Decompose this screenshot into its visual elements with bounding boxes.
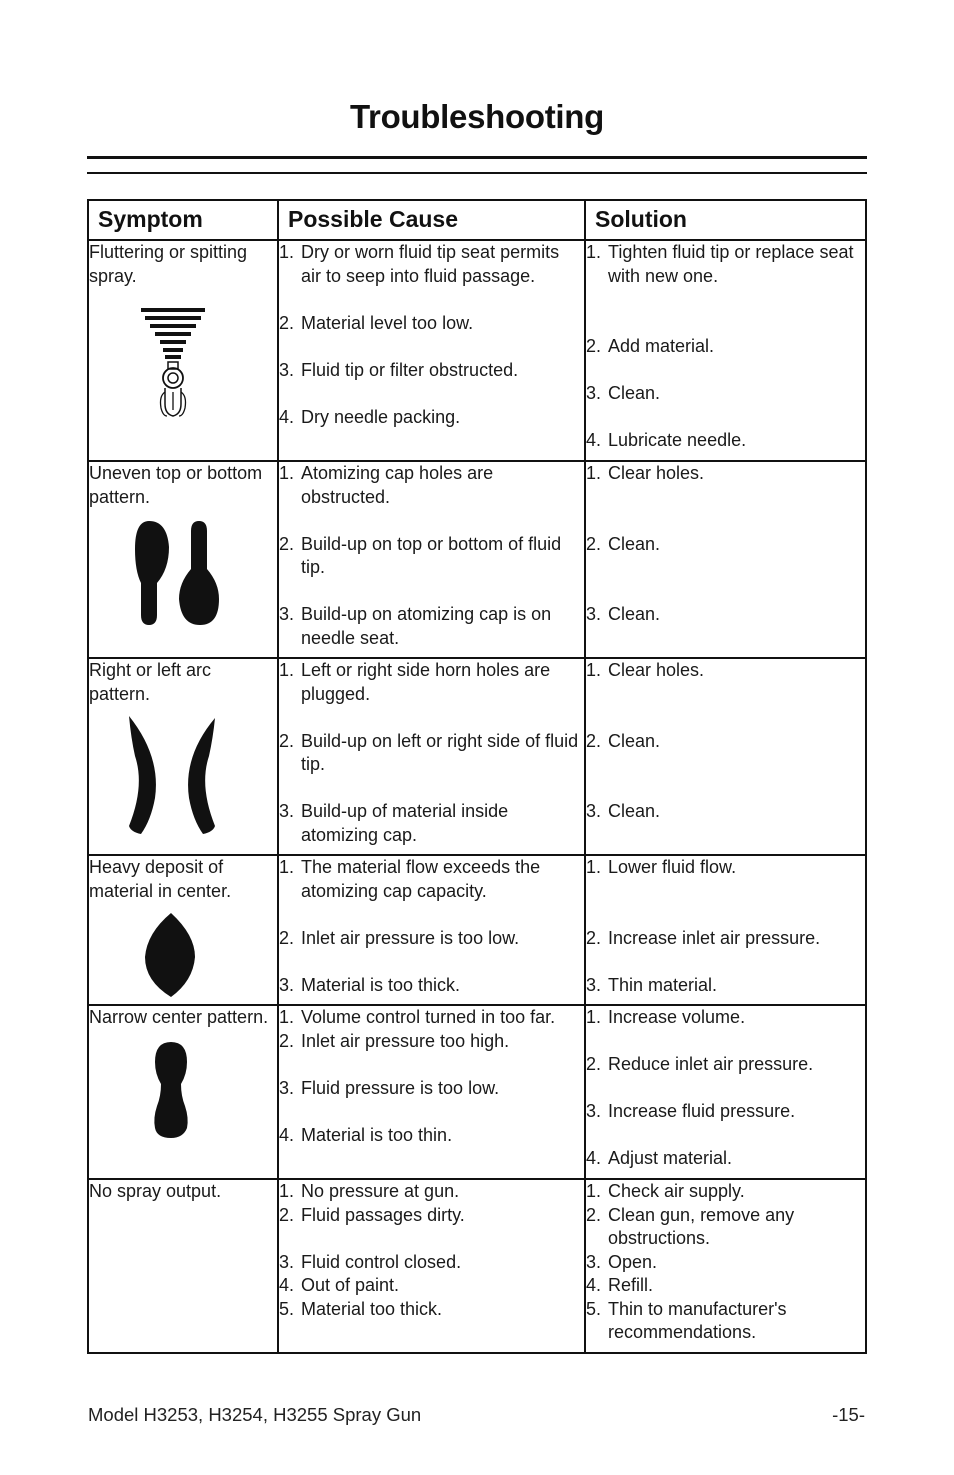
- symptom-text: Uneven top or bottom pattern.: [89, 463, 263, 507]
- cause-cell: [278, 240, 585, 461]
- symptom-text: Right or left arc pattern.: [89, 660, 212, 704]
- cause-item: 3. Build-up of material inside atomizing cap.: [279, 801, 509, 845]
- symptom-cell: [88, 855, 278, 1005]
- page-number: -15-: [832, 1404, 865, 1425]
- cause-item: 2. Inlet air pressure too high.: [279, 1030, 510, 1051]
- solution-item: 1. Clear holes.: [586, 463, 705, 483]
- cause-cell: [278, 461, 585, 658]
- narrow-center-pattern-icon: [89, 1040, 259, 1138]
- solution-item: 1. Tighten fluid tip or replace seat with new one.: [586, 242, 854, 286]
- title-rule-thin: [87, 172, 867, 174]
- solution-item: 2. Clean gun, remove any obstructions.: [586, 1204, 795, 1248]
- symptom-cell: [88, 461, 278, 658]
- cause-cell: [278, 1005, 585, 1179]
- solution-cell: [585, 658, 866, 855]
- solution-item: 3. Clean.: [586, 801, 661, 821]
- cause-item: 1. No pressure at gun.: [279, 1181, 460, 1201]
- uneven-pattern-icon: [89, 519, 259, 625]
- solution-item: 1. Lower fluid flow.: [586, 857, 737, 877]
- table-header-row: [88, 200, 866, 240]
- cause-cell: [278, 855, 585, 1005]
- arc-pattern-icon: [89, 716, 259, 834]
- symptom-text: Narrow center pattern.: [89, 1007, 269, 1027]
- solution-item: 2. Add material.: [586, 336, 715, 356]
- cause-item: 2. Fluid passages dirty.: [279, 1204, 465, 1225]
- solution-item: 3. Thin material.: [586, 974, 718, 995]
- symptom-cell: [88, 240, 278, 461]
- page-title: Troubleshooting: [350, 98, 604, 135]
- cause-item: 4. Material is too thin.: [279, 1124, 453, 1145]
- cause-item: 4. Dry needle packing.: [279, 406, 461, 427]
- solution-item: 3. Clean.: [586, 383, 661, 403]
- solution-cell: [585, 855, 866, 1005]
- table-row: [88, 240, 866, 461]
- symptom-cell: [88, 658, 278, 855]
- solution-item: 2. Increase inlet air pressure.: [586, 927, 821, 948]
- solution-item: 1. Increase volume.: [586, 1007, 746, 1027]
- solution-item: 5. Thin to manufacturer's recommendations.: [586, 1298, 787, 1342]
- solution-item: 1. Clear holes.: [586, 660, 705, 680]
- cause-item: 1. Dry or worn fluid tip seat permits air to seep into fluid passage.: [279, 242, 560, 286]
- footer-model-text: Model H3253, H3254, H3255 Spray Gun: [88, 1404, 422, 1425]
- cause-item: 2. Inlet air pressure is too low.: [279, 927, 520, 948]
- table-row: [88, 855, 866, 1005]
- cause-item: 3. Fluid tip or filter obstructed.: [279, 359, 519, 380]
- solution-cell: [585, 1005, 866, 1179]
- symptom-cell: [88, 1005, 278, 1179]
- cause-item: 1. Atomizing cap holes are obstructed.: [279, 463, 494, 507]
- table-row: [88, 1179, 866, 1353]
- header-possible-cause: Possible Cause: [278, 200, 585, 240]
- table-row: [88, 1005, 866, 1179]
- solution-item: 4. Refill.: [586, 1275, 654, 1295]
- title-rule-thick: [87, 156, 867, 159]
- cause-cell: [278, 658, 585, 855]
- header-solution: Solution: [585, 200, 866, 240]
- solution-item: 1. Check air supply.: [586, 1181, 745, 1201]
- symptom-text: Fluttering or spitting spray.: [89, 242, 248, 286]
- cause-item: 3. Fluid control closed.: [279, 1251, 462, 1272]
- solution-cell: [585, 1179, 866, 1353]
- solution-item: 2. Clean.: [586, 730, 661, 751]
- cause-item: 3. Build-up on atomizing cap is on needle seat.: [279, 604, 552, 648]
- solution-item: 2. Reduce inlet air pressure.: [586, 1054, 814, 1074]
- cause-item: 5. Material too thick.: [279, 1298, 443, 1319]
- symptom-cell: [88, 1179, 278, 1353]
- cause-item: 2. Build-up on top or bottom of fluid tip.: [279, 533, 562, 577]
- solution-item: 3. Open.: [586, 1251, 658, 1272]
- cause-item: 1. The material flow exceeds the atomizing cap capacity.: [279, 857, 541, 901]
- solution-cell: [585, 461, 866, 658]
- heavy-center-pattern-icon: [89, 911, 259, 997]
- troubleshooting-table: [87, 199, 867, 1354]
- solution-item: 3. Increase fluid pressure.: [586, 1101, 796, 1121]
- symptom-text: No spray output.: [89, 1181, 222, 1201]
- cause-item: 2. Material level too low.: [279, 312, 474, 333]
- cause-item: 1. Volume control turned in too far.: [279, 1007, 556, 1027]
- symptom-text: Heavy deposit of material in center.: [89, 857, 232, 901]
- spray-gun-fluttering-pattern-icon: [89, 308, 259, 420]
- cause-item: 3. Material is too thick.: [279, 974, 461, 995]
- header-symptom: Symptom: [88, 200, 278, 240]
- solution-item: 4. Adjust material.: [586, 1148, 733, 1168]
- table-row: [88, 461, 866, 658]
- solution-cell: [585, 240, 866, 461]
- cause-item: 4. Out of paint.: [279, 1275, 400, 1295]
- cause-item: 2. Build-up on left or right side of fluid tip.: [279, 730, 579, 774]
- solution-item: 4. Lubricate needle.: [586, 430, 747, 450]
- solution-item: 3. Clean.: [586, 604, 661, 624]
- cause-item: 3. Fluid pressure is too low.: [279, 1077, 500, 1098]
- cause-cell: [278, 1179, 585, 1353]
- solution-item: 2. Clean.: [586, 533, 661, 554]
- table-row: [88, 658, 866, 855]
- cause-item: 1. Left or right side horn holes are plugged.: [279, 660, 551, 704]
